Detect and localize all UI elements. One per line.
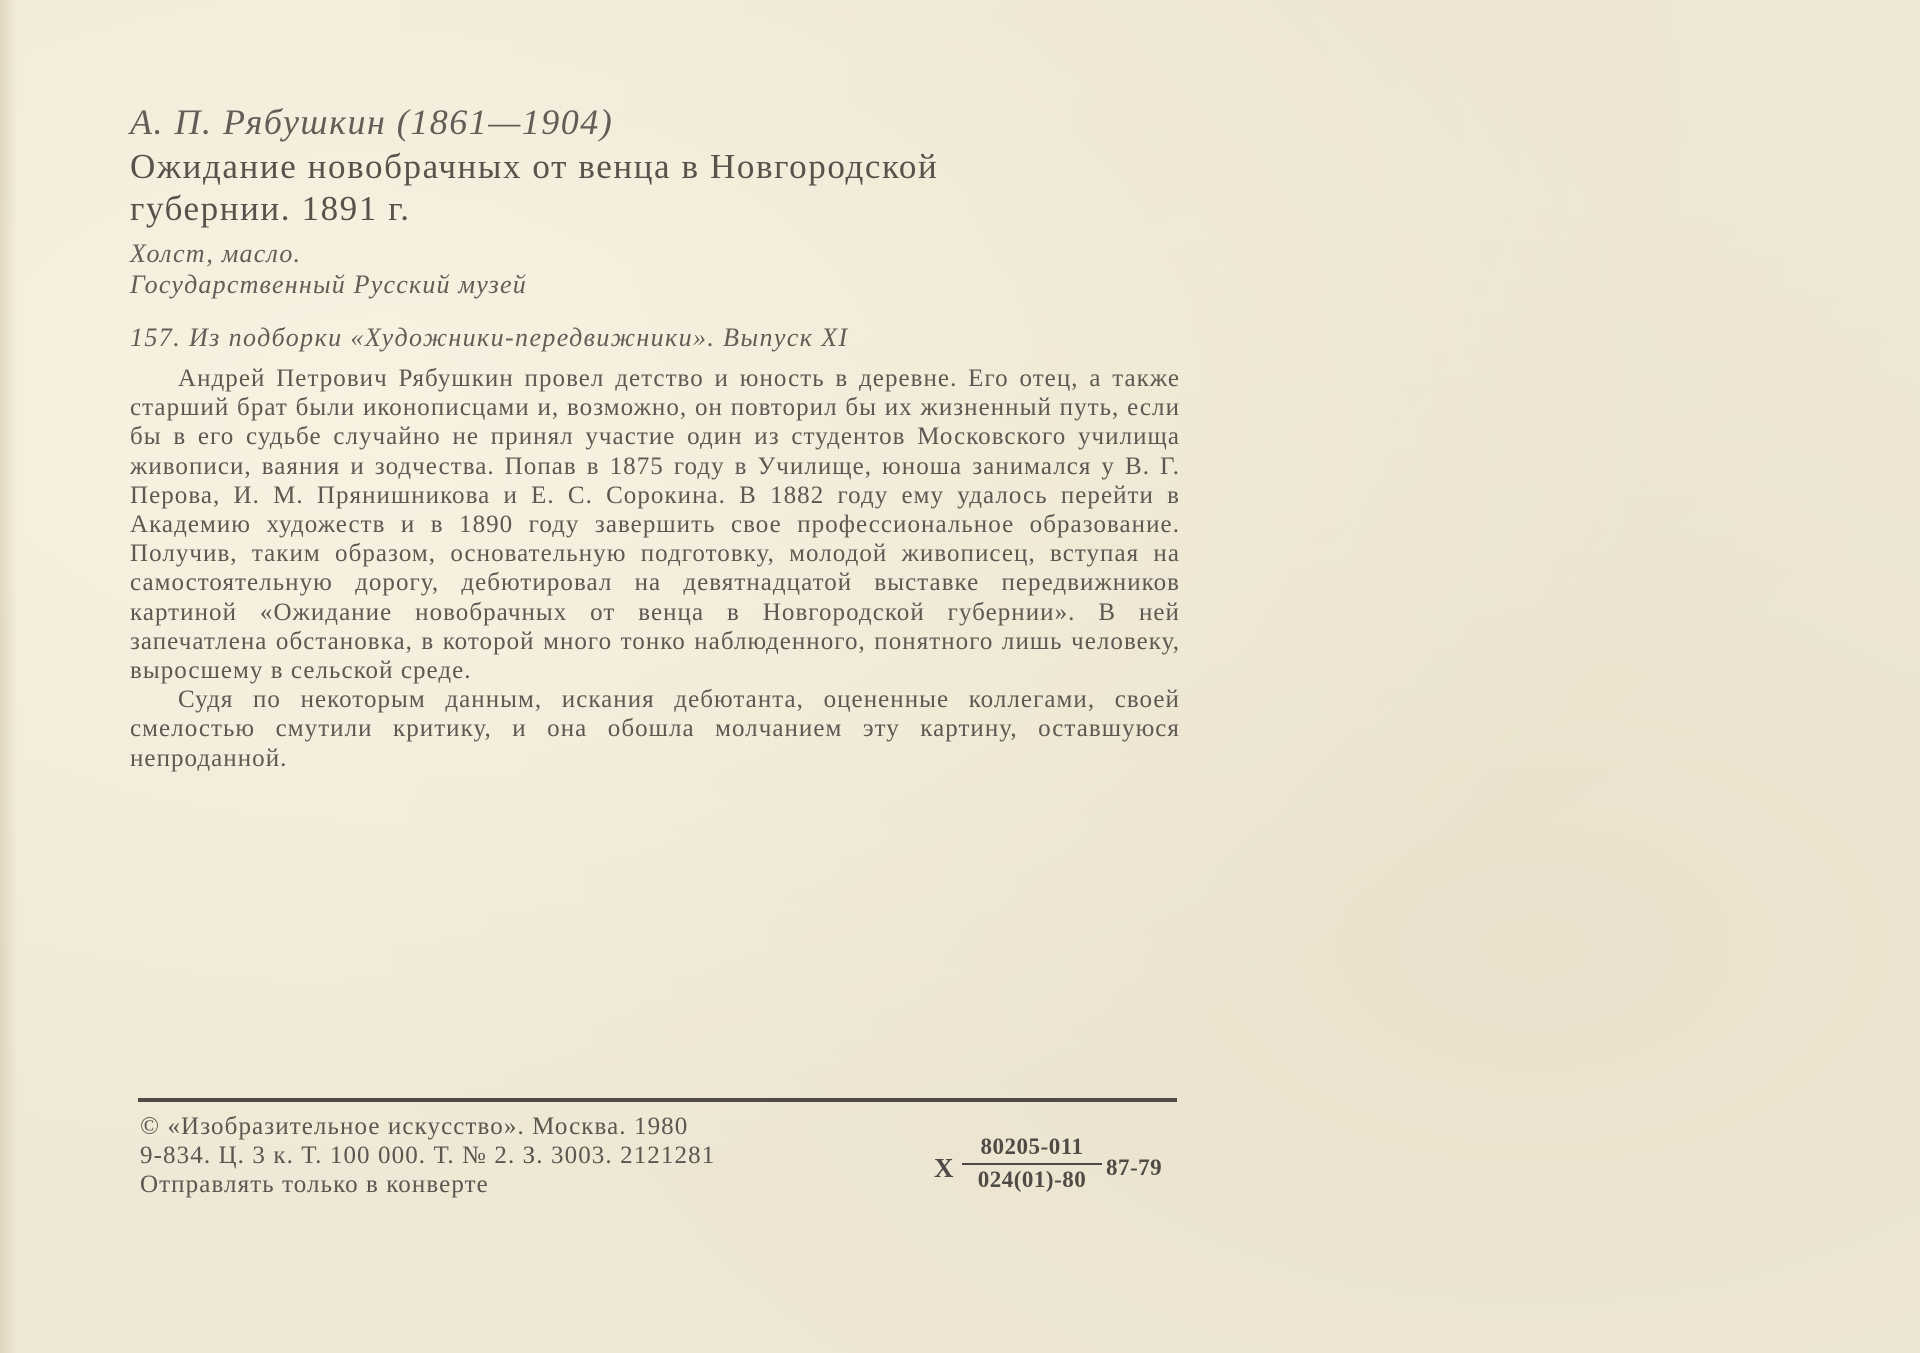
code-denominator: 024(01)-80 — [977, 1167, 1087, 1192]
print-data-line: 9-834. Ц. 3 к. Т. 100 000. Т. № 2. З. 3003. 2121281 — [140, 1142, 716, 1169]
paragraph: Андрей Петрович Рябушкин провел детство и юность в деревне. Его отец, а также старший брат были иконописцами и, возможно, он повторил бы их жизненный путь, если бы в его судьбе случайно не принял участие один из студентов Московского училища живописи, ваяния и зодчества. Попав в 1875 году в Училище, юноша занимался у В. Г. Перова, И. М. Прянишникова и Е. С. Сорокина. В 1882 году ему удалось перейти в Академию художеств и в 1890 году завершить свое профессиональное образование. Получив, таким образом, основательную подготовку, молодой живописец, вступая на самостоятельную дорогу, дебютировал на девятнадцатой выставке передвижников картиной «Ожидание новобрачных от венца в Новгородской губернии». В ней запечатлена обстановка, в которой много тонко наблюденного, понятного лишь человеку, выросшему в сельской среде. — [130, 365, 1180, 685]
divider-rule — [138, 1098, 1177, 1102]
series-line: 157. Из подборки «Художники-передвижники». Выпуск XI — [130, 323, 849, 352]
paper-edge — [0, 0, 18, 1353]
description-text — [130, 364, 1180, 773]
museum-line: Государственный Русский музей — [130, 270, 527, 299]
artwork-title: Ожидание новобрачных от венца в Новгородской губернии. 1891 г. — [130, 147, 939, 228]
author-line: А. П. Рябушкин (1861—1904) — [130, 102, 614, 142]
imprint-block — [140, 1112, 900, 1199]
paragraph: Судя по некоторым данным, искания дебютанта, оцененные коллегами, своей смелостью смутили критику, и она обошла молчанием эту картину, оставшуюся непроданной. — [130, 686, 1180, 772]
caption-block — [130, 102, 1130, 353]
mailing-note: Отправлять только в конверте — [140, 1171, 489, 1198]
code-prefix: Х — [934, 1153, 954, 1183]
publisher-line: © «Изобразительное искусство». Москва. 1980 — [140, 1113, 689, 1140]
code-fraction — [962, 1133, 1102, 1195]
catalog-code — [934, 1133, 1184, 1213]
medium-line: Холст, масло. — [130, 239, 302, 268]
code-numerator: 80205-011 — [962, 1133, 1102, 1165]
code-suffix: 87-79 — [1106, 1155, 1163, 1180]
